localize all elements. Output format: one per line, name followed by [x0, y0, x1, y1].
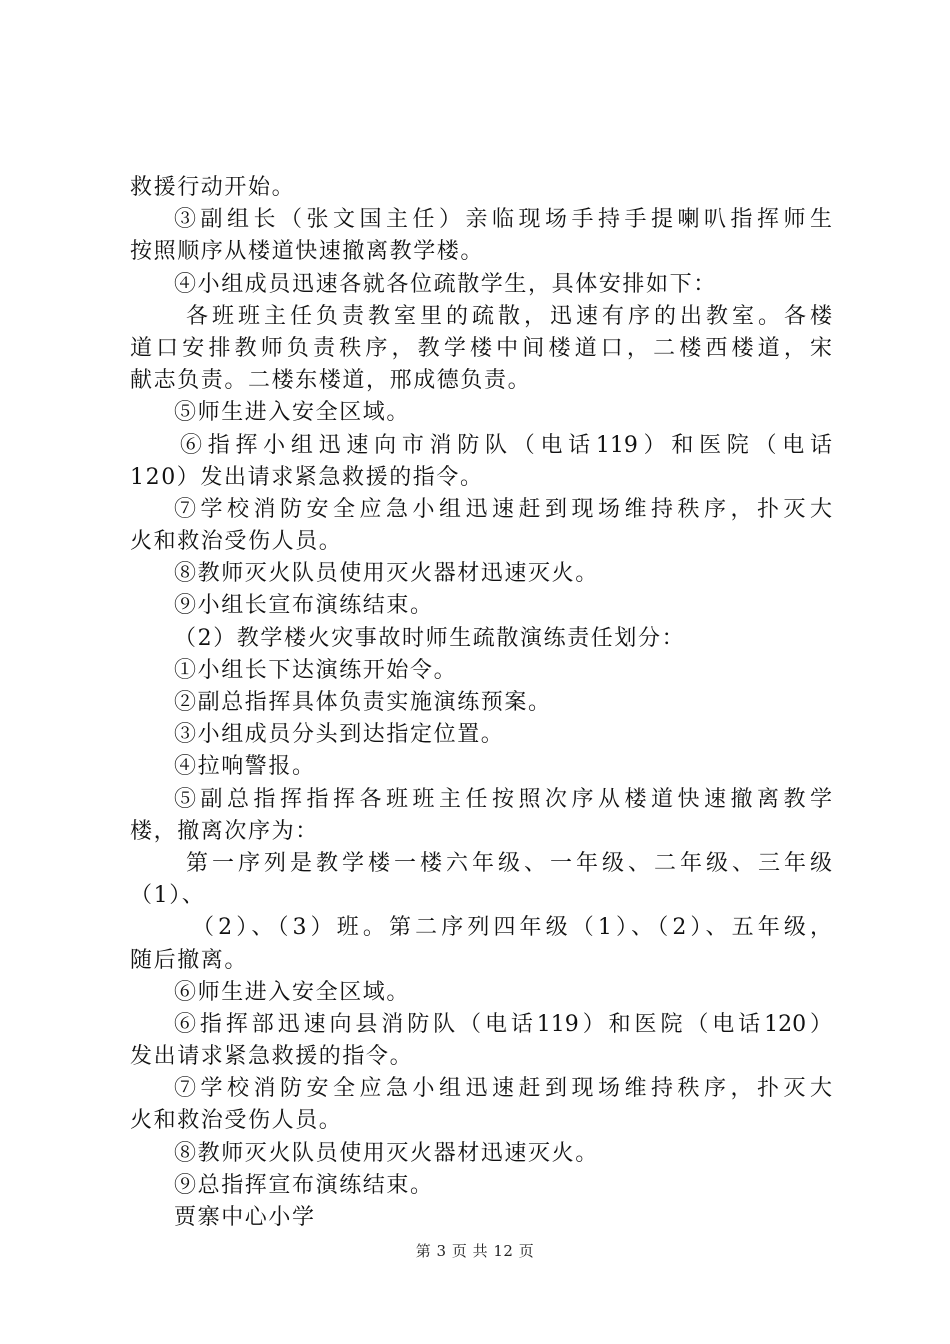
text-line: ⑨总指挥宣布演练结束。 [174, 1172, 434, 1198]
text-line: 按照顺序从楼道快速撤离教学楼。 [130, 239, 485, 265]
text-line: 随后撤离。 [130, 947, 249, 973]
text-line: ④拉响警报。 [174, 754, 316, 780]
document-body [130, 172, 832, 1234]
text-line: ⑤师生进入安全区域。 [174, 400, 411, 426]
text-line: ⑨小组长宣布演练结束。 [174, 593, 434, 619]
text-line: ⑥指挥小组迅速向市消防队（电话119）和医院（电话 [180, 432, 832, 458]
text-line: ⑤副总指挥指挥各班班主任按照次序从楼道快速撤离教学 [174, 786, 832, 812]
text-line: ②副总指挥具体负责实施演练预案。 [174, 690, 552, 715]
text-line: 火和救治受伤人员。 [130, 529, 343, 555]
text-line: （2）、（3）班。第二序列四年级（1）、（2）、五年级， [192, 915, 832, 941]
text-line: ⑥师生进入安全区域。 [174, 979, 411, 1005]
text-line: 道口安排教师负责秩序，教学楼中间楼道口，二楼西楼道，宋 [130, 335, 832, 361]
text-line: （2）教学楼火灾事故时师生疏散演练责任划分： [174, 625, 686, 651]
text-line: ⑧教师灭火队员使用灭火器材迅速灭火。 [174, 561, 599, 587]
text-line: ⑥指挥部迅速向县消防队（电话119）和医院（电话120） [174, 1011, 832, 1037]
text-line: 发出请求紧急救援的指令。 [130, 1044, 414, 1070]
text-line: ③小组成员分头到达指定位置。 [174, 722, 505, 748]
text-line: 贾寨中心小学 [174, 1205, 316, 1230]
text-line: 楼，撤离次序为： [130, 818, 319, 844]
text-line: 献志负责。二楼东楼道，邢成德负责。 [130, 368, 532, 394]
text-line: 各班班主任负责教室里的疏散，迅速有序的出教室。各楼 [186, 303, 832, 329]
text-line: 第一序列是教学楼一楼六年级、一年级、二年级、三年级 [186, 850, 832, 876]
text-line: （1）、 [130, 883, 206, 909]
text-line: ①小组长下达演练开始令。 [174, 657, 458, 683]
text-line: 救援行动开始。 [130, 175, 296, 200]
page-number-footer: 第 3 页 共 12 页 [415, 1242, 535, 1260]
text-line: ④小组成员迅速各就各位疏散学生，具体安排如下： [174, 271, 717, 297]
text-line: ⑧教师灭火队员使用灭火器材迅速灭火。 [174, 1140, 599, 1166]
text-line: ⑦学校消防安全应急小组迅速赶到现场维持秩序，扑灭大 [174, 1076, 832, 1102]
text-line: ③副组长（张文国主任）亲临现场手持手提喇叭指挥师生 [174, 207, 832, 233]
text-line: ⑦学校消防安全应急小组迅速赶到现场维持秩序，扑灭大 [174, 496, 832, 522]
text-line: 火和救治受伤人员。 [130, 1108, 343, 1134]
text-line: 120）发出请求紧急救援的指令。 [130, 464, 484, 490]
